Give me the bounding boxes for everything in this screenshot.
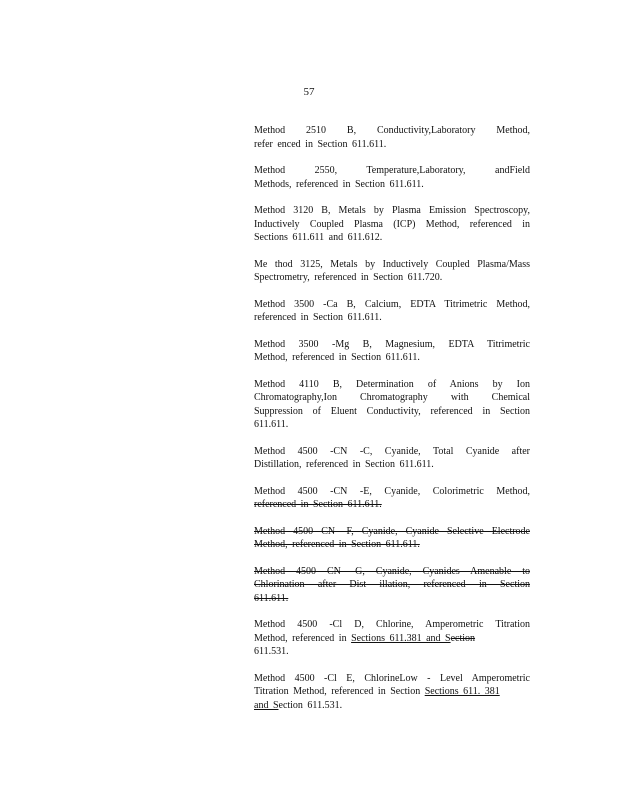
entry-line-struck: referenced in Section 611.611. bbox=[254, 499, 382, 510]
method-entry-4110b bbox=[254, 378, 530, 432]
method-entry-3120b bbox=[254, 204, 530, 245]
entry-line: Method 4500 -CN -E, Cyanide, Colorimetric Method, bbox=[254, 485, 530, 497]
entry-line: Method 4500 -CN -C, Cyanide, Total Cyanide after bbox=[254, 445, 530, 457]
entry-line: Method 4500 -Cl E, ChlorineLow - Level Amperometric bbox=[254, 672, 530, 684]
method-entry-2550 bbox=[254, 164, 530, 191]
method-entry-3125 bbox=[254, 258, 530, 285]
method-entry-4500-cn-e bbox=[254, 485, 530, 512]
entry-line: Methods, referenced in Section 611.611. bbox=[254, 178, 424, 190]
entry-line-struck: Method 4500 CN -G, Cyanide, Cyanides Amenable to bbox=[254, 565, 530, 577]
method-entry-4500-cn-c bbox=[254, 445, 530, 472]
entry-text: Titration Method, referenced in Section bbox=[254, 686, 425, 697]
deleted-text: ection bbox=[450, 632, 476, 644]
method-entry-4500-cl-e bbox=[254, 672, 530, 713]
entry-line: Suppression of Eluent Conductivity, referenced in Section bbox=[254, 405, 530, 417]
entry-line: Spectrometry, referenced in Section 611.720. bbox=[254, 272, 443, 283]
entry-line-struck: Method, referenced in Section 611.611. bbox=[254, 539, 420, 550]
entry-line-mixed bbox=[254, 685, 530, 699]
method-entry-4500-cl-d bbox=[254, 618, 530, 659]
entry-line-struck: Chlorination after Dist illation, referenced in Section bbox=[254, 579, 530, 590]
entry-line: 611.611. bbox=[254, 419, 289, 430]
entry-line-mixed bbox=[254, 632, 530, 646]
method-entry-3500-ca-b bbox=[254, 298, 530, 325]
entry-line: refer enced in Section 611.611. bbox=[254, 138, 387, 150]
entry-line-struck: Method 4500 CN -F, Cyanide, Cyanide Selective Electrode bbox=[254, 525, 530, 537]
entry-text: ection 611.531. bbox=[278, 699, 343, 711]
entry-line: Method 2510 B, Conductivity,Laboratory Method, bbox=[254, 125, 530, 136]
entry-line: Method 3120 B, Metals by Plasma Emission Spectroscopy, bbox=[254, 205, 530, 216]
entry-line: Method 4110 B, Determination of Anions by Ion bbox=[254, 378, 530, 390]
method-entry-2510b bbox=[254, 124, 530, 151]
entry-line: Method 3500 -Mg B, Magnesium, EDTA Titrimetric bbox=[254, 338, 530, 350]
method-entry-4500-cn-g-struck bbox=[254, 565, 530, 606]
entry-line: Sections 611.611 and 611.612. bbox=[254, 232, 383, 243]
method-entry-3500-mg-b bbox=[254, 338, 530, 365]
entry-line: Inductively Coupled Plasma (ICP) Method, referenced in bbox=[254, 218, 530, 230]
entry-line: Me thod 3125, Metals by Inductively Coupled Plasma/Mass bbox=[254, 258, 530, 270]
entry-line: Method 3500 -Ca B, Calcium, EDTA Titrimetric Method, bbox=[254, 298, 530, 310]
inserted-text: Sections 611. 381 bbox=[424, 686, 500, 697]
page-number: 57 bbox=[303, 86, 315, 98]
entry-text: Method, referenced in bbox=[254, 632, 352, 644]
inserted-text: Sections 611.381 and S bbox=[351, 632, 451, 644]
entry-line: Method 2550, Temperature,Laboratory, andField bbox=[254, 165, 530, 176]
method-list bbox=[254, 124, 530, 725]
entry-line: referenced in Section 611.611. bbox=[254, 312, 382, 323]
entry-line: Distillation, referenced in Section 611.611. bbox=[254, 459, 434, 470]
entry-line: 611.531. bbox=[254, 646, 289, 657]
entry-line: Chromatography,Ion Chromatography with Chemical bbox=[254, 392, 530, 403]
method-entry-4500-cn-f-struck bbox=[254, 525, 530, 552]
entry-line: Method 4500 -Cl D, Chlorine, Amperometric Titration bbox=[254, 619, 530, 630]
entry-line: Method, referenced in Section 611.611. bbox=[254, 352, 420, 363]
entry-line-struck: 611.611. bbox=[254, 592, 289, 604]
entry-line-mixed bbox=[254, 699, 530, 713]
inserted-text: and S bbox=[254, 699, 279, 711]
